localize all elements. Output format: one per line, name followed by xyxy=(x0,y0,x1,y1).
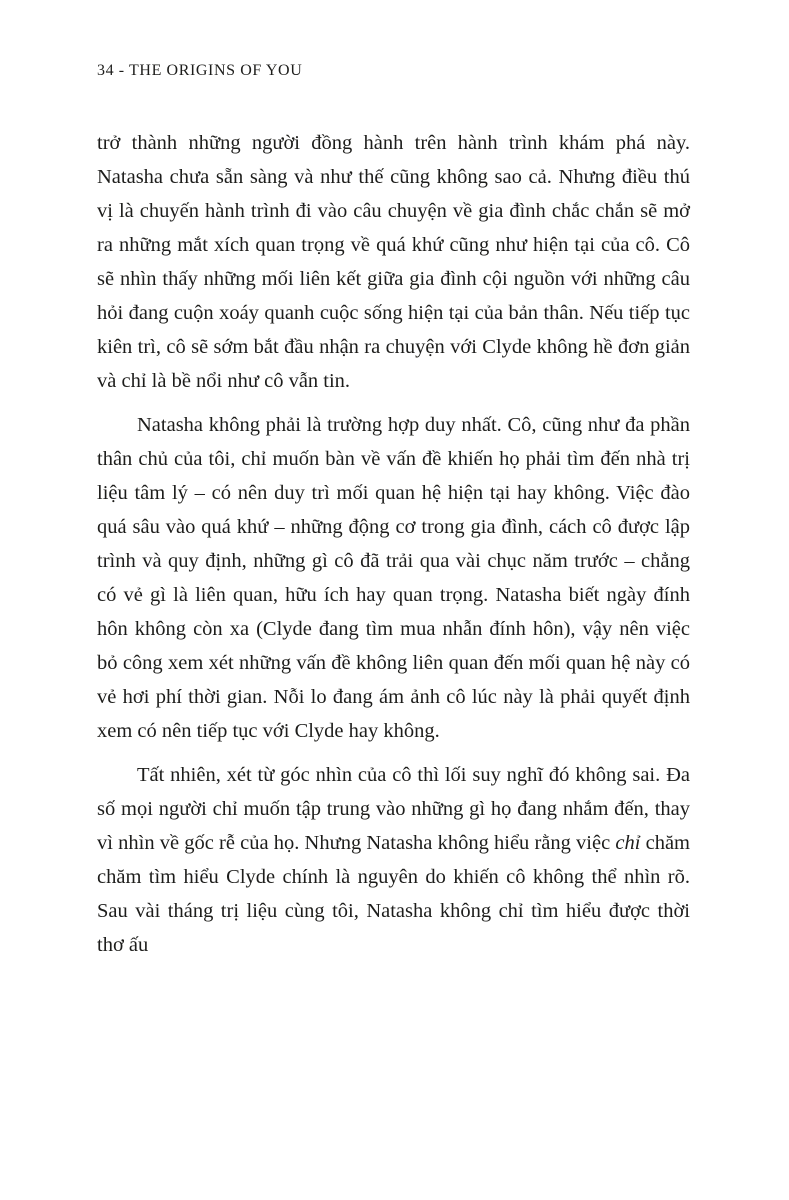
paragraph xyxy=(97,758,690,962)
paragraph-text: trở thành những người đồng hành trên hành trình khám phá này. Natasha chưa sẵn sàng và như thế cũng không sao cả. Nhưng điều thú vị là chuyến hành trình đi vào câu chuyện về gia đình chắc chắn sẽ mở ra những mắt xích quan trọng về quá khứ cũng như hiện tại của cô. Cô sẽ nhìn thấy những mối liên kết giữa gia đình cội nguồn với những câu hỏi đang cuộn xoáy quanh cuộc sống hiện tại của bản thân. Nếu tiếp tục kiên trì, cô sẽ sớm bắt đầu nhận ra chuyện với Clyde không hề đơn giản và chỉ là bề nổi như cô vẫn tin. xyxy=(97,132,690,392)
running-header-text: 34 - THE ORIGINS OF YOU xyxy=(97,62,303,79)
page-body xyxy=(97,126,690,962)
paragraph-text: chăm chăm tìm hiểu Clyde chính là nguyên do khiến cô không thể nhìn rõ. Sau vài tháng trị liệu cùng tôi, Natasha không chỉ tìm hiểu được thời thơ ấu xyxy=(97,832,690,956)
paragraph-text: Natasha không phải là trường hợp duy nhất. Cô, cũng như đa phần thân chủ của tôi, chỉ muốn bàn về vấn đề khiến họ phải tìm đến nhà trị liệu tâm lý – có nên duy trì mối quan hệ hiện tại hay không. Việc đào quá sâu vào quá khứ – những động cơ trong gia đình, cách cô được lập trình và quy định, những gì cô đã trải qua vài chục năm trước – chẳng có vẻ gì là liên quan, hữu ích hay quan trọng. Natasha biết ngày đính hôn không còn xa (Clyde đang tìm mua nhẫn đính hôn), vậy nên việc bỏ công xem xét những vấn đề không liên quan đến mối quan hệ này có vẻ hơi phí thời gian. Nỗi lo đang ám ảnh cô lúc này là phải quyết định xem có nên tiếp tục với Clyde hay không. xyxy=(97,414,690,742)
paragraph-text: Tất nhiên, xét từ góc nhìn của cô thì lối suy nghĩ đó không sai. Đa số mọi người chỉ muốn tập trung vào những gì họ đang nhắm đến, thay vì nhìn về gốc rễ của họ. Nhưng Natasha không hiểu rằng việc xyxy=(97,764,690,854)
paragraph xyxy=(97,126,690,398)
running-header xyxy=(97,62,690,80)
paragraph-italic-word: chỉ xyxy=(615,832,641,854)
paragraph xyxy=(97,408,690,748)
